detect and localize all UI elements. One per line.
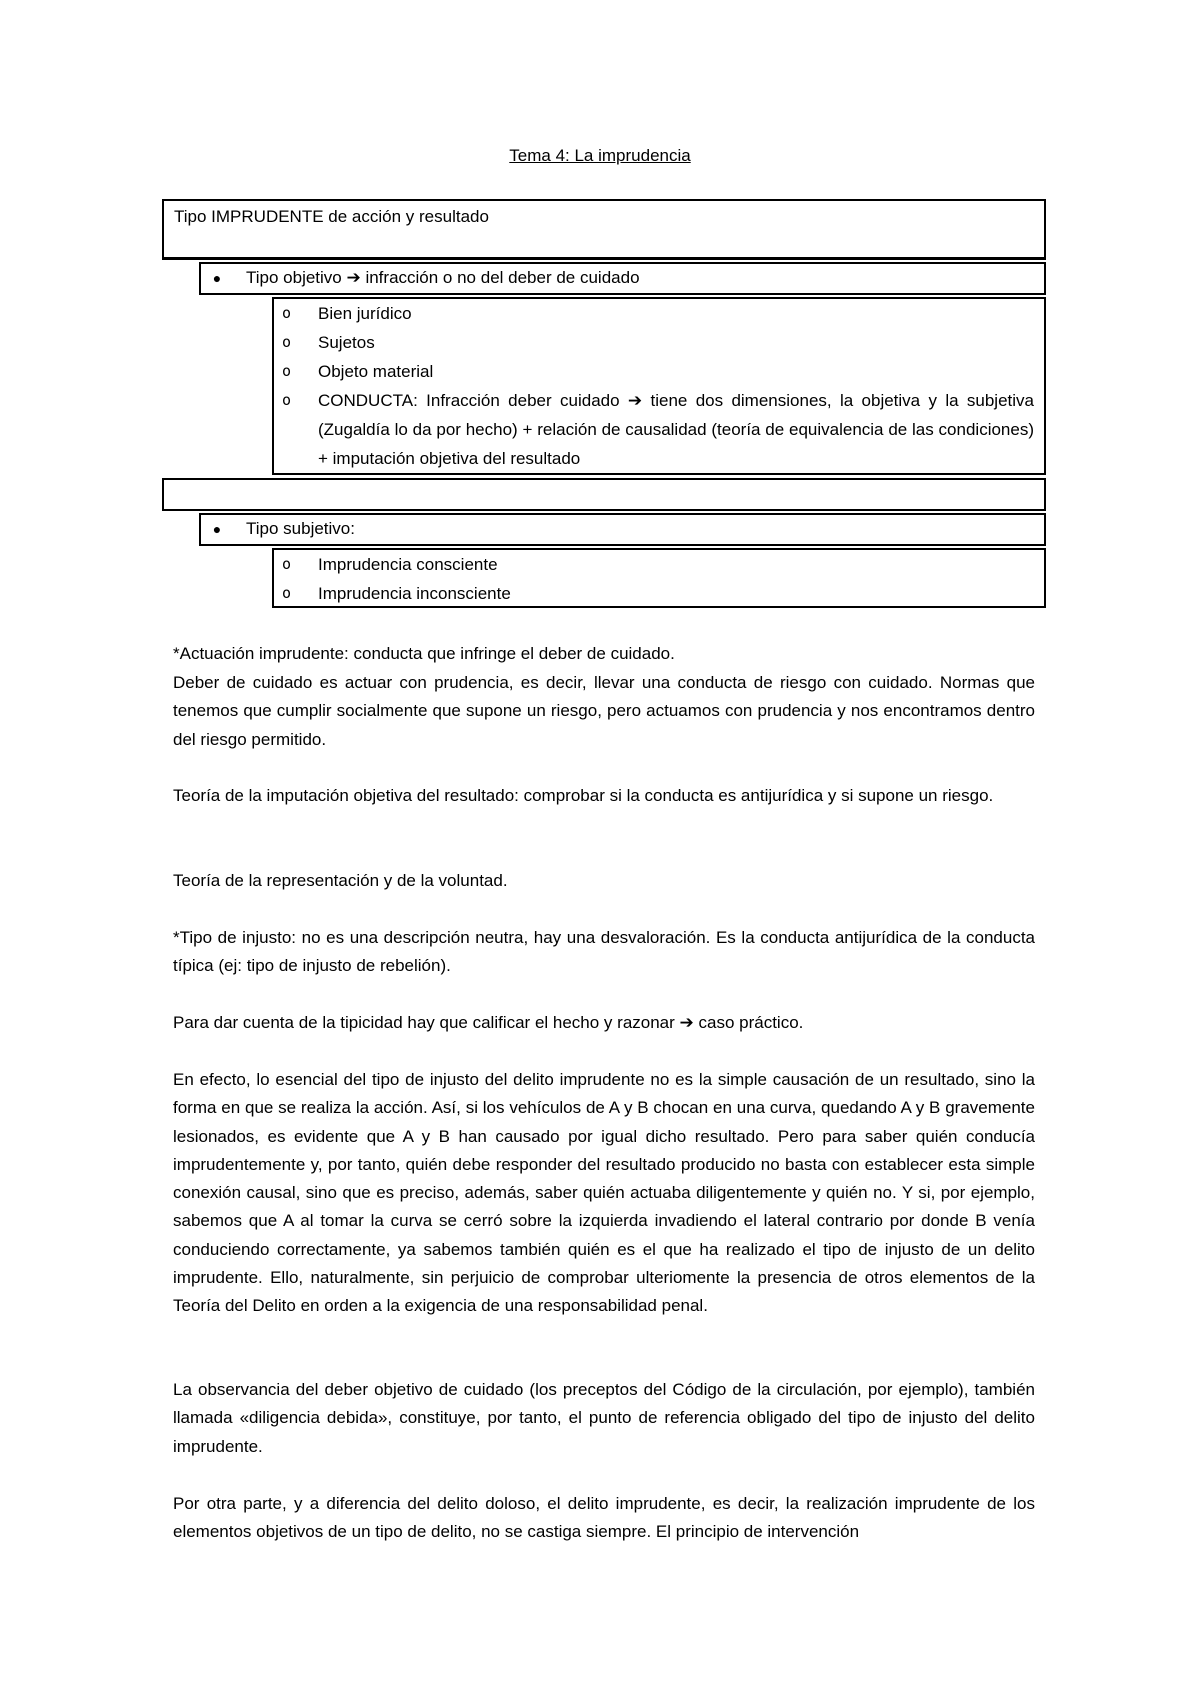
paragraph: *Actuación imprudente: conducta que infringe el deber de cuidado. xyxy=(173,644,675,663)
list-marker: o xyxy=(282,333,292,351)
list-marker: o xyxy=(282,362,292,380)
paragraph: *Tipo de injusto: no es una descripción neutra, hay una desvaloración. Es la conducta antijurídica de la conducta típica (ej: tipo de injusto de rebelión). xyxy=(173,928,1035,976)
list-marker: o xyxy=(282,391,292,409)
list-marker: o xyxy=(282,304,292,322)
empty-separator-box xyxy=(162,478,1046,511)
bullet-icon: ● xyxy=(212,270,222,286)
tipo-subjetivo-items-box xyxy=(272,548,1046,608)
paragraph: Para dar cuenta de la tipicidad hay que calificar el hecho y razonar ➔ caso práctico. xyxy=(173,1013,804,1032)
tipo-subjetivo-list xyxy=(274,550,1044,608)
outline-header-box xyxy=(162,199,1046,260)
list-item-text: Bien jurídico xyxy=(318,304,412,323)
paragraph: Teoría de la representación y de la voluntad. xyxy=(173,871,508,890)
paragraph: En efecto, lo esencial del tipo de injusto del delito imprudente no es la simple causación de un resultado, sino la forma en que se realiza la acción. Así, si los vehículos de A y B chocan en una curva, quedando A y B gravemente lesionados, es evidente que A y B han causado por igual dicho resultado. Pero para saber quién conducía imprudentemente y, por tanto, quién debe responder del resultado producido no basta con establecer esta simple conexión causal, sino que es preciso, además, saber quién actuaba diligentemente y quién no. Y si, por ejemplo, sabemos que A al tomar la curva se cerró sobre la izquierda invadiendo el lateral contrario por donde B venía conduciendo correctamente, ya sabemos también quién es el que ha realizado el tipo de injusto de un delito imprudente. Ello, naturalmente, sin perjuicio de comprobar ulteriomente la presencia de otros elementos de la Teoría del Delito en orden a la exigencia de una responsabilidad penal. xyxy=(173,1070,1035,1316)
paragraph: Por otra parte, y a diferencia del delito doloso, el delito imprudente, es decir, la realización imprudente de los elementos objetivos de un tipo de delito, no se castiga siempre. El principio de intervención xyxy=(173,1494,1035,1542)
tipo-objetivo-box xyxy=(199,262,1046,295)
list-item xyxy=(274,550,1044,579)
bullet-icon: ● xyxy=(212,521,222,537)
list-item-text: CONDUCTA: Infracción deber cuidado ➔ tiene dos dimensiones, la objetiva y la subjetiva (Zugaldía lo da por hecho) + relación de causalidad (teoría de equivalencia de las condiciones) + imputación objetiva del resultado xyxy=(318,391,1034,468)
list-item xyxy=(274,357,1044,386)
tipo-subjetivo-box xyxy=(199,513,1046,546)
paragraph: Teoría de la imputación objetiva del resultado: comprobar si la conducta es antijurídica y si supone un riesgo. xyxy=(173,786,994,805)
page-title: Tema 4: La imprudencia xyxy=(509,146,691,165)
list-item xyxy=(274,299,1044,328)
tipo-objetivo-items-box xyxy=(272,297,1046,475)
list-item-text: Objeto material xyxy=(318,362,434,381)
tipo-objetivo-row xyxy=(201,268,1044,288)
outline-header-text: Tipo IMPRUDENTE de acción y resultado xyxy=(174,207,489,226)
list-item-text: Sujetos xyxy=(318,333,375,352)
tipo-subjetivo-row xyxy=(201,519,1044,539)
tipo-objetivo-label: Tipo objetivo ➔ infracción o no del deber de cuidado xyxy=(246,268,640,287)
tipo-objetivo-list xyxy=(274,299,1044,473)
tipo-subjetivo-label: Tipo subjetivo: xyxy=(246,519,355,538)
paragraph: Deber de cuidado es actuar con prudencia, es decir, llevar una conducta de riesgo con cuidado. Normas que tenemos que cumplir socialmente que supone un riesgo, pero actuamos con prudencia y nos encontramos dentro del riesgo permitido. xyxy=(173,673,1035,749)
list-item xyxy=(274,328,1044,357)
list-marker: o xyxy=(282,584,292,602)
list-item xyxy=(274,579,1044,608)
list-item-text: Imprudencia inconsciente xyxy=(318,584,511,603)
paragraph: La observancia del deber objetivo de cuidado (los preceptos del Código de la circulación, por ejemplo), también llamada «diligencia debida», constituye, por tanto, el punto de referencia obligado del tipo de injusto del delito imprudente. xyxy=(173,1380,1035,1456)
list-item xyxy=(274,386,1044,473)
list-item-text: Imprudencia consciente xyxy=(318,555,498,574)
list-marker: o xyxy=(282,555,292,573)
